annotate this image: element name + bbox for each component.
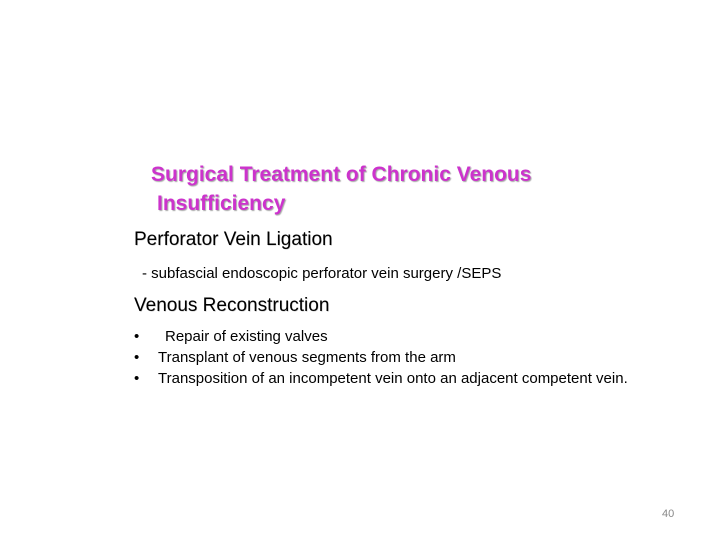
- slide-title: [151, 160, 671, 218]
- list-item-text: Transposition of an incompetent vein onto an adjacent competent vein.: [158, 370, 628, 387]
- section-heading-perforator-vein-ligation: Perforator Vein Ligation: [134, 229, 333, 250]
- list-item-text: Transplant of venous segments from the arm: [158, 349, 456, 366]
- bullet-list: [134, 326, 704, 389]
- list-item: [134, 347, 704, 368]
- section-heading-venous-reconstruction: Venous Reconstruction: [134, 295, 330, 316]
- section-subline-seps: - subfascial endoscopic perforator vein surgery /SEPS: [142, 265, 502, 282]
- bullet-icon: •: [134, 370, 140, 387]
- page-number: 40: [662, 508, 675, 520]
- bullet-icon: •: [134, 349, 140, 366]
- list-item: [134, 326, 704, 347]
- slide-title-line-2: Insufficiency: [157, 192, 286, 215]
- slide-title-line-1: Surgical Treatment of Chronic Venous: [151, 163, 532, 186]
- bullet-icon: •: [134, 328, 140, 345]
- list-item: [134, 368, 704, 389]
- list-item-text: Repair of existing valves: [165, 328, 328, 345]
